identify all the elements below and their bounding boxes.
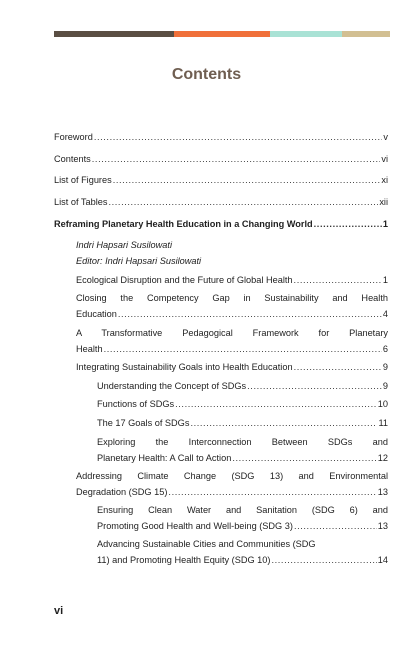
header-bar-segment-2	[174, 31, 270, 37]
chapter-editor: Editor: Indri Hapsari Susilowati	[76, 256, 202, 266]
header-bar-segment-3	[270, 31, 342, 37]
toc-label: Functions of SDGs	[97, 399, 175, 409]
toc-entry-foreword[interactable]	[54, 129, 388, 145]
dot-leader	[118, 306, 382, 322]
dot-leader	[108, 194, 378, 210]
toc-page: 10	[377, 399, 388, 409]
toc-page: 1	[382, 219, 388, 229]
toc-label-line-2: Health	[76, 344, 103, 354]
toc-page: 13	[377, 521, 388, 531]
dot-leader	[294, 272, 382, 288]
chapter-title: Reframing Planetary Health Education in a Changing World	[54, 219, 313, 229]
toc-entry-section-4-2[interactable]	[97, 396, 388, 412]
toc-entry-section-2[interactable]	[76, 290, 388, 322]
toc-label: List of Tables	[54, 197, 108, 207]
toc-label: The 17 Goals of SDGs	[97, 418, 190, 428]
toc-label: Integrating Sustainability Goals into Health Education	[76, 362, 293, 372]
toc-label-line-2: 11) and Promoting Health Equity (SDG 10)	[97, 555, 271, 565]
toc-label-line-1: A Transformative Pedagogical Framework for Planetary	[76, 328, 388, 338]
toc-entry-section-1[interactable]	[76, 272, 388, 288]
toc-entry-section-4-4[interactable]	[97, 434, 388, 466]
toc-label: Contents	[54, 154, 91, 164]
toc-page: 14	[377, 555, 388, 565]
toc-label-line-2: Education	[76, 309, 117, 319]
toc-label-line-1: Closing the Competency Gap in Sustainability and Health	[76, 293, 388, 303]
dot-leader	[94, 129, 383, 145]
toc-entry-list-of-figures[interactable]	[54, 172, 388, 188]
toc-entry-section-5-1[interactable]	[97, 502, 388, 534]
toc-entry-section-5[interactable]	[76, 468, 388, 500]
toc-page: 13	[377, 487, 388, 497]
toc-label-line-2: Degradation (SDG 15)	[76, 487, 168, 497]
toc-page: xii	[379, 197, 388, 207]
page-number: vi	[54, 605, 64, 617]
toc-page: 9	[382, 381, 388, 391]
dot-leader	[232, 450, 376, 466]
dot-leader	[168, 484, 376, 500]
dot-leader	[314, 216, 382, 232]
toc-entry-section-3[interactable]	[76, 325, 388, 357]
toc-entry-contents[interactable]	[54, 151, 388, 167]
toc-page: 9	[382, 362, 388, 372]
toc-entry-section-4[interactable]	[76, 359, 388, 375]
toc-label-line-1: Exploring the Interconnection Between SDGs and	[97, 437, 388, 447]
page-title: Contents	[171, 66, 242, 83]
toc-page: 6	[382, 344, 388, 354]
toc-page: xi	[381, 175, 388, 185]
dot-leader	[294, 359, 382, 375]
header-bar-segment-1	[54, 31, 174, 37]
dot-leader	[271, 552, 376, 568]
toc-label: List of Figures	[54, 175, 112, 185]
dot-leader	[247, 378, 382, 394]
toc-page: 12	[377, 453, 388, 463]
toc-page: 1	[382, 275, 388, 285]
toc-entry-section-4-3[interactable]	[97, 415, 388, 431]
toc-label-line-1: Advancing Sustainable Cities and Communities (SDG	[97, 539, 316, 549]
toc-page: v	[383, 132, 388, 142]
toc-label: Understanding the Concept of SDGs	[97, 381, 247, 391]
dot-leader	[294, 518, 377, 534]
toc-page: 11	[378, 418, 388, 428]
dot-leader	[175, 396, 377, 412]
toc-entry-chapter-1[interactable]	[54, 216, 388, 232]
toc-page: vi	[381, 154, 388, 164]
header-bar-segment-4	[342, 31, 390, 37]
toc-label-line-1: Ensuring Clean Water and Sanitation (SDG 6) and	[97, 505, 388, 515]
toc-page: 4	[382, 309, 388, 319]
dot-leader	[190, 415, 377, 431]
toc-label-line-1: Addressing Climate Change (SDG 13) and Environmental	[76, 471, 388, 481]
dot-leader	[104, 341, 382, 357]
toc-label-line-2: Promoting Good Health and Well-being (SDG 3)	[97, 521, 293, 531]
toc-label: Ecological Disruption and the Future of Global Health	[76, 275, 293, 285]
toc-entry-section-5-2[interactable]	[97, 536, 388, 568]
dot-leader	[113, 172, 381, 188]
toc-label-line-2: Planetary Health: A Call to Action	[97, 453, 232, 463]
toc-entry-list-of-tables[interactable]	[54, 194, 388, 210]
dot-leader	[92, 151, 381, 167]
chapter-author: Indri Hapsari Susilowati	[76, 240, 172, 250]
toc-label: Foreword	[54, 132, 93, 142]
toc-entry-section-4-1[interactable]	[97, 378, 388, 394]
